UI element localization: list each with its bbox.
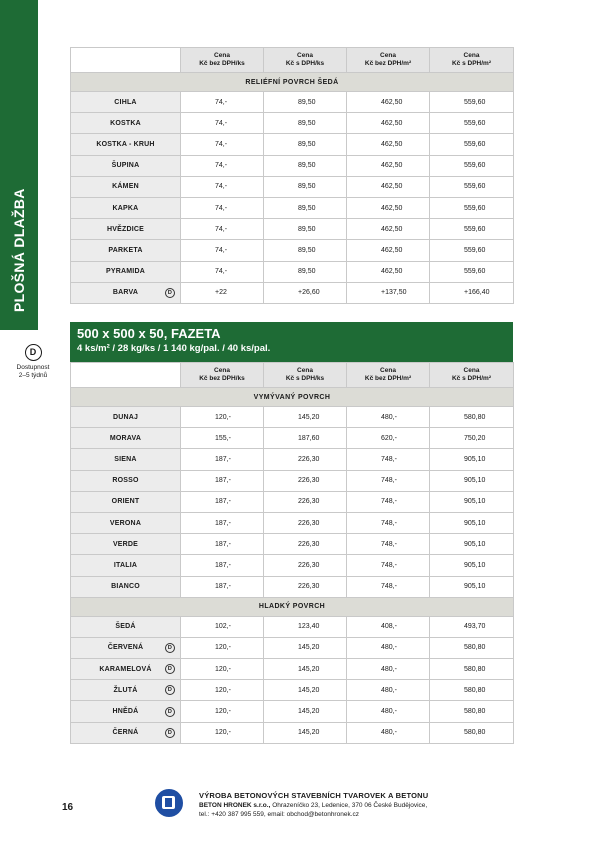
price-ex-vat-m2: 748,-: [347, 534, 430, 555]
price-ex-vat-m2: 462,50: [347, 197, 430, 218]
header-price-ex-vat-piece: Cena Kč bez DPH/ks: [181, 48, 264, 73]
header-price-vat-m2: Cena Kč s DPH/m²: [430, 48, 514, 73]
price-vat-m2: 493,70: [430, 616, 514, 637]
table-row: [71, 219, 514, 240]
table-header-row: [71, 48, 514, 73]
footer-title: VÝROBA BETONOVÝCH STAVEBNÍCH TVAROVEK A BETONU: [199, 791, 429, 800]
price-ex-vat-piece: 74,-: [181, 261, 264, 282]
price-ex-vat-piece: 74,-: [181, 134, 264, 155]
price-vat-m2: 559,60: [430, 92, 514, 113]
price-ex-vat-m2: 480,-: [347, 659, 430, 680]
price-ex-vat-m2: +137,50: [347, 282, 430, 303]
company-logo: [155, 789, 183, 817]
price-vat-piece: 89,50: [264, 261, 347, 282]
price-ex-vat-m2: 748,-: [347, 512, 430, 533]
price-vat-piece: 89,50: [264, 113, 347, 134]
price-vat-piece: 226,30: [264, 470, 347, 491]
price-vat-m2: 580,80: [430, 701, 514, 722]
product-name-cell: [71, 197, 181, 218]
table-row: [71, 470, 514, 491]
price-vat-m2: 559,60: [430, 176, 514, 197]
price-vat-m2: 580,80: [430, 637, 514, 658]
product-name: KARAMELOVÁ: [99, 665, 152, 673]
product-name-cell: [71, 470, 181, 491]
price-vat-m2: 905,10: [430, 449, 514, 470]
price-vat-m2: 559,60: [430, 240, 514, 261]
header-price-ex-vat-m2: Cena Kč bez DPH/m²: [347, 363, 430, 388]
product-name: ČERVENÁ: [107, 644, 144, 652]
header-price-vat-m2: Cena Kč s DPH/m²: [430, 363, 514, 388]
price-vat-piece: 89,50: [264, 219, 347, 240]
table-row: [71, 428, 514, 449]
section-header-row: [71, 73, 514, 92]
product-name-cell: [71, 155, 181, 176]
price-vat-piece: 187,60: [264, 428, 347, 449]
product-name-cell: [71, 449, 181, 470]
price-table-fazeta: [70, 362, 514, 744]
table-row: [71, 616, 514, 637]
price-ex-vat-m2: 748,-: [347, 576, 430, 597]
product-name: CIHLA: [114, 98, 137, 106]
table-row: [71, 701, 514, 722]
table-row: [71, 282, 514, 303]
availability-d-icon: D: [165, 728, 175, 738]
table-row: [71, 176, 514, 197]
price-ex-vat-m2: 462,50: [347, 113, 430, 134]
footer: [199, 790, 428, 819]
section-header-row: [71, 388, 514, 407]
product-name-cell: [71, 491, 181, 512]
product-name: KÁMEN: [112, 183, 139, 191]
table-row: [71, 113, 514, 134]
product-name-cell: [71, 219, 181, 240]
product-name-cell: [71, 576, 181, 597]
table-row: [71, 92, 514, 113]
price-ex-vat-m2: 480,-: [347, 637, 430, 658]
product-name-cell: [71, 534, 181, 555]
availability-d-icon: D: [165, 707, 175, 717]
price-vat-piece: +26,60: [264, 282, 347, 303]
price-ex-vat-piece: 120,-: [181, 701, 264, 722]
price-vat-piece: 145,20: [264, 701, 347, 722]
table-row: [71, 240, 514, 261]
price-vat-piece: 89,50: [264, 92, 347, 113]
price-vat-m2: 580,80: [430, 659, 514, 680]
table-row: [71, 449, 514, 470]
product-name-cell: [71, 555, 181, 576]
price-vat-m2: 559,60: [430, 155, 514, 176]
product-name: VERONA: [109, 519, 142, 527]
table-row: [71, 155, 514, 176]
product-name: ŽLUTÁ: [113, 686, 138, 694]
product-name: ORIENT: [111, 498, 140, 506]
price-vat-m2: 905,10: [430, 491, 514, 512]
table-row: [71, 407, 514, 428]
price-ex-vat-m2: 462,50: [347, 134, 430, 155]
table-row: [71, 680, 514, 701]
price-vat-piece: 145,20: [264, 407, 347, 428]
price-vat-piece: 89,50: [264, 134, 347, 155]
availability-d-icon: D: [165, 685, 175, 695]
price-ex-vat-m2: 408,-: [347, 616, 430, 637]
price-vat-piece: 226,30: [264, 491, 347, 512]
header-price-ex-vat-piece: Cena Kč bez DPH/ks: [181, 363, 264, 388]
product-name: ROSSO: [112, 477, 139, 485]
section-header: HLADKÝ POVRCH: [71, 597, 514, 616]
price-ex-vat-piece: 187,-: [181, 491, 264, 512]
price-ex-vat-m2: 462,50: [347, 155, 430, 176]
product-name: KOSTKA - KRUH: [96, 140, 155, 148]
price-ex-vat-piece: 155,-: [181, 428, 264, 449]
price-ex-vat-piece: 74,-: [181, 240, 264, 261]
product-name-cell: [71, 616, 181, 637]
product-name: ŠEDÁ: [115, 623, 136, 631]
product-name-cell: [71, 659, 181, 680]
table-header-row: [71, 363, 514, 388]
product-title: 500 x 500 x 50, FAZETA: [77, 326, 221, 341]
product-subtitle: 4 ks/m² / 28 kg/ks / 1 140 kg/pal. / 40 ks/pal.: [77, 343, 271, 354]
price-ex-vat-piece: +22: [181, 282, 264, 303]
header-price-vat-piece: Cena Kč s DPH/ks: [264, 48, 347, 73]
availability-label: Dostupnost 2–5 týdnů: [16, 364, 50, 379]
price-vat-piece: 226,30: [264, 512, 347, 533]
table-row: [71, 534, 514, 555]
price-ex-vat-piece: 120,-: [181, 407, 264, 428]
product-name-cell: [71, 637, 181, 658]
table-row: [71, 512, 514, 533]
availability-d-icon: D: [165, 643, 175, 653]
price-vat-m2: 905,10: [430, 576, 514, 597]
price-vat-m2: 559,60: [430, 261, 514, 282]
product-name-cell: [71, 176, 181, 197]
price-ex-vat-m2: 480,-: [347, 722, 430, 743]
product-name: MORAVA: [109, 434, 142, 442]
price-table-relief: [70, 47, 514, 304]
price-ex-vat-m2: 480,-: [347, 407, 430, 428]
header-blank: [71, 363, 181, 388]
price-ex-vat-piece: 120,-: [181, 722, 264, 743]
price-ex-vat-m2: 462,50: [347, 176, 430, 197]
price-ex-vat-piece: 187,-: [181, 534, 264, 555]
price-vat-piece: 226,30: [264, 449, 347, 470]
price-ex-vat-piece: 120,-: [181, 637, 264, 658]
product-name: BIANCO: [111, 583, 140, 591]
product-name-cell: [71, 92, 181, 113]
product-name: VERDE: [112, 540, 139, 548]
price-ex-vat-piece: 102,-: [181, 616, 264, 637]
price-ex-vat-piece: 187,-: [181, 555, 264, 576]
price-vat-piece: 145,20: [264, 722, 347, 743]
price-vat-m2: 905,10: [430, 555, 514, 576]
header-price-ex-vat-m2: Cena Kč bez DPH/m²: [347, 48, 430, 73]
price-ex-vat-m2: 748,-: [347, 449, 430, 470]
price-ex-vat-piece: 74,-: [181, 197, 264, 218]
price-vat-piece: 145,20: [264, 659, 347, 680]
table-row: [71, 722, 514, 743]
product-name: KOSTKA: [110, 119, 141, 127]
price-vat-m2: 750,20: [430, 428, 514, 449]
price-vat-m2: 905,10: [430, 534, 514, 555]
price-ex-vat-m2: 748,-: [347, 491, 430, 512]
price-vat-m2: 559,60: [430, 134, 514, 155]
price-vat-piece: 89,50: [264, 197, 347, 218]
price-ex-vat-m2: 748,-: [347, 555, 430, 576]
product-name: PYRAMIDA: [106, 268, 145, 276]
price-ex-vat-piece: 187,-: [181, 470, 264, 491]
price-vat-m2: +166,40: [430, 282, 514, 303]
page-number: 16: [62, 802, 74, 813]
price-vat-piece: 89,50: [264, 240, 347, 261]
product-name: HNĚDÁ: [112, 708, 139, 716]
product-name-cell: [71, 722, 181, 743]
product-name-cell: [71, 407, 181, 428]
price-ex-vat-piece: 74,-: [181, 176, 264, 197]
price-ex-vat-m2: 462,50: [347, 92, 430, 113]
price-vat-m2: 905,10: [430, 512, 514, 533]
availability-legend: [8, 342, 58, 380]
table-row: [71, 491, 514, 512]
product-name-cell: [71, 512, 181, 533]
table-row: [71, 134, 514, 155]
price-ex-vat-piece: 187,-: [181, 512, 264, 533]
price-ex-vat-m2: 620,-: [347, 428, 430, 449]
table-row: [71, 637, 514, 658]
price-ex-vat-piece: 74,-: [181, 113, 264, 134]
product-name-cell: [71, 261, 181, 282]
product-name-cell: [71, 134, 181, 155]
header-price-vat-piece: Cena Kč s DPH/ks: [264, 363, 347, 388]
product-name: BARVA: [112, 289, 139, 297]
availability-badge: D: [25, 344, 42, 361]
section-header: RELIÉFNÍ POVRCH ŠEDÁ: [71, 73, 514, 92]
product-name-cell: [71, 113, 181, 134]
product-name-cell: [71, 701, 181, 722]
product-name: ČERNÁ: [112, 729, 139, 737]
price-ex-vat-m2: 462,50: [347, 240, 430, 261]
price-vat-m2: 580,80: [430, 407, 514, 428]
price-vat-piece: 226,30: [264, 576, 347, 597]
product-name: SIENA: [114, 455, 137, 463]
price-vat-m2: 559,60: [430, 197, 514, 218]
price-ex-vat-m2: 462,50: [347, 261, 430, 282]
price-vat-piece: 89,50: [264, 176, 347, 197]
section-title: PLOŠNÁ DLAŽBA: [11, 188, 27, 312]
header-blank: [71, 48, 181, 73]
product-name: DUNAJ: [112, 413, 139, 421]
table-row: [71, 555, 514, 576]
product-name-cell: [71, 240, 181, 261]
price-vat-piece: 226,30: [264, 555, 347, 576]
product-name-cell: [71, 282, 181, 303]
price-ex-vat-piece: 74,-: [181, 92, 264, 113]
footer-contact: tel.: +420 387 995 559, email: obchod@betonhronek.cz: [199, 811, 360, 818]
product-banner: [70, 322, 513, 362]
table-row: [71, 197, 514, 218]
price-vat-m2: 580,80: [430, 722, 514, 743]
price-vat-piece: 123,40: [264, 616, 347, 637]
availability-d-icon: D: [165, 664, 175, 674]
price-ex-vat-piece: 74,-: [181, 219, 264, 240]
section-header: VYMÝVANÝ POVRCH: [71, 388, 514, 407]
price-ex-vat-m2: 480,-: [347, 701, 430, 722]
price-ex-vat-piece: 120,-: [181, 659, 264, 680]
price-vat-m2: 559,60: [430, 113, 514, 134]
price-ex-vat-m2: 748,-: [347, 470, 430, 491]
table-row: [71, 659, 514, 680]
price-vat-m2: 905,10: [430, 470, 514, 491]
price-vat-piece: 89,50: [264, 155, 347, 176]
price-ex-vat-piece: 74,-: [181, 155, 264, 176]
availability-d-icon: D: [165, 288, 175, 298]
product-name-cell: [71, 428, 181, 449]
price-vat-piece: 145,20: [264, 680, 347, 701]
price-vat-m2: 559,60: [430, 219, 514, 240]
price-ex-vat-piece: 120,-: [181, 680, 264, 701]
price-vat-piece: 145,20: [264, 637, 347, 658]
table-row: [71, 261, 514, 282]
product-name: HVĚZDICE: [107, 225, 144, 233]
product-name: ŠUPINA: [111, 162, 140, 170]
section-header-row: [71, 597, 514, 616]
price-ex-vat-m2: 462,50: [347, 219, 430, 240]
price-ex-vat-piece: 187,-: [181, 449, 264, 470]
price-vat-m2: 580,80: [430, 680, 514, 701]
price-vat-piece: 226,30: [264, 534, 347, 555]
table-row: [71, 576, 514, 597]
product-name: ITALIA: [113, 561, 138, 569]
price-ex-vat-piece: 187,-: [181, 576, 264, 597]
product-name: KAPKA: [112, 204, 139, 212]
product-name: PARKETA: [108, 246, 143, 254]
footer-address-line: BETON HRONEK s.r.o., Ohrazeníčko 23, Ledenice, 370 06 České Budějovice,: [199, 802, 428, 809]
price-ex-vat-m2: 480,-: [347, 680, 430, 701]
product-name-cell: [71, 680, 181, 701]
